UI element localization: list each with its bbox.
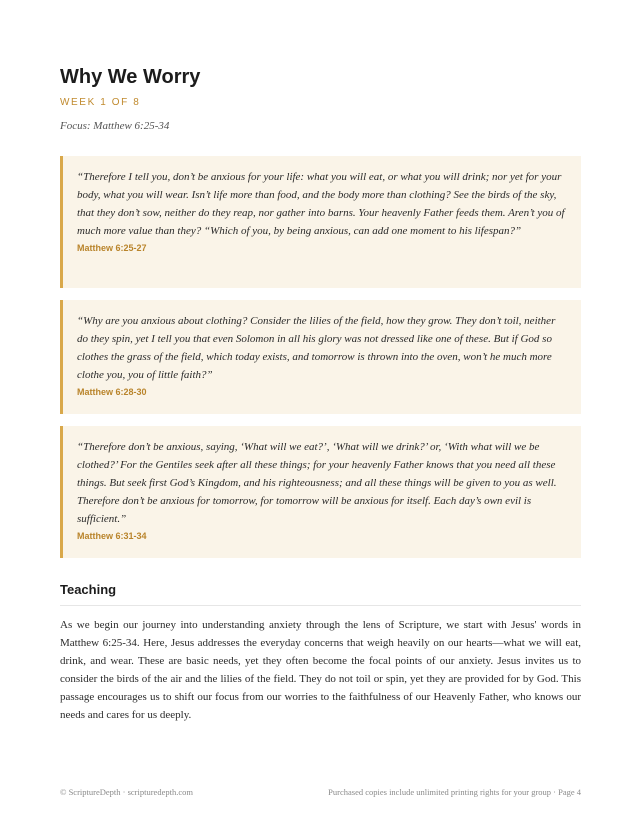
- scripture-quote: [60, 426, 581, 558]
- quote-text: “Why are you anxious about clothing? Consider the lilies of the field, how they grow. They don’t toil, neither do they spin, yet I tell you that even Solomon in all his glory was not dressed like one of these. But if God so clothes the grass of the field, which today exists, and tomorrow is thrown into the oven, won’t he much more clothe you, you of little faith?”: [77, 315, 556, 381]
- teaching-heading: Teaching: [60, 582, 581, 606]
- quote-text: “Therefore I tell you, don’t be anxious for your life: what you will eat, or what you will drink; nor yet for your body, what you will wear. Isn’t life more than food, and the body more than clothing? See the birds of the sky, that they don’t sow, neither do they reap, nor gather into barns. Your heavenly Father feeds them. Aren’t you of much more value than they? “Which of you, by being anxious, can add one moment to his lifespan?”: [77, 171, 565, 237]
- week-label: WEEK 1 OF 8: [60, 97, 141, 108]
- quote-reference: Matthew 6:28-30: [77, 387, 147, 397]
- quote-text: “Therefore don’t be anxious, saying, ‘What will we eat?’, ‘What will we drink?’ or, ‘With what will we be clothed?’ For the Gentiles seek after all these things; for your heavenly Father knows that you need all these things. But seek first God’s Kingdom, and his righteousness; and all these things will be given to you as well. Therefore don’t be anxious for tomorrow, for tomorrow will be anxious for itself. Each day’s own evil is sufficient.”: [77, 441, 557, 525]
- scripture-quote: [60, 156, 581, 288]
- page-title: Why We Worry: [60, 66, 201, 88]
- footer-page-info: Purchased copies include unlimited printing rights for your group · Page 4: [328, 787, 581, 797]
- scripture-quote: [60, 300, 581, 414]
- focus-passage: Focus: Matthew 6:25-34: [60, 120, 170, 132]
- quote-reference: Matthew 6:31-34: [77, 531, 147, 541]
- teaching-body: As we begin our journey into understanding anxiety through the lens of Scripture, we start with Jesus' words in Matthew 6:25-34. Here, Jesus addresses the everyday concerns that weigh heavily on our hearts—what we will eat, drink, and wear. These are basic needs, yet they often become the focal points of our anxiety. Jesus invites us to consider the birds of the air and the lilies of the field. They do not toil or spin, yet they are provided for by God. This passage encourages us to shift our focus from our worries to the faithfulness of our Heavenly Father, who knows our needs and cares for us deeply.: [60, 619, 581, 721]
- quote-reference: Matthew 6:25-27: [77, 243, 147, 253]
- footer-copyright: © ScriptureDepth · scripturedepth.com: [60, 787, 193, 797]
